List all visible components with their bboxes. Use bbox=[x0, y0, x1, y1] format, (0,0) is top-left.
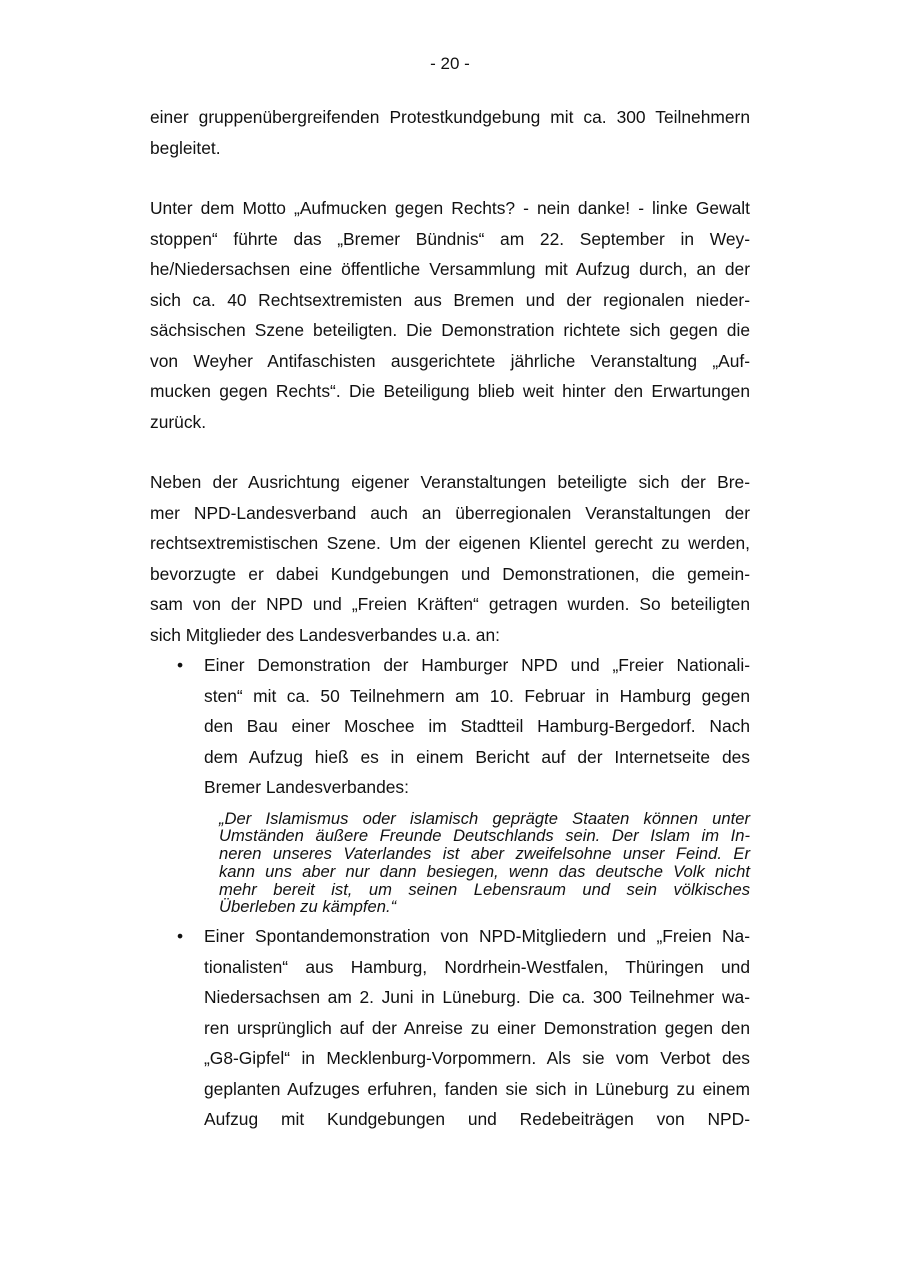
paragraph-3 bbox=[150, 467, 750, 650]
text-line: bevorzugte er dabei Kundgebungen und Demonstrationen, die gemein- bbox=[150, 563, 750, 584]
text-line: den Bau einer Moschee im Stadtteil Hamburg-Bergedorf. Nach bbox=[204, 716, 750, 736]
list-item bbox=[150, 921, 750, 1135]
paragraph-spacer bbox=[150, 163, 750, 193]
text-line: tionalisten“ aus Hamburg, Nordrhein-Westfalen, Thüringen und bbox=[204, 956, 750, 977]
block-quote bbox=[204, 810, 750, 917]
quote-line: Umständen äußere Freunde Deutschlands sein. Der Islam im In- bbox=[219, 826, 750, 846]
quote-line: neren unseres Vaterlandes ist aber zweifelsohne unser Feind. Er bbox=[219, 844, 750, 864]
body-text bbox=[150, 102, 750, 1135]
paragraph-1 bbox=[150, 102, 750, 163]
text-line: rechtsextremistischen Szene. Um der eigenen Klientel gerecht zu werden, bbox=[150, 533, 750, 553]
quote-line: mehr bereit ist, um seinen Lebensraum und sein völkisches bbox=[219, 879, 750, 899]
text-line: Aufzug mit Kundgebungen und Redebeiträgen von NPD- bbox=[204, 1109, 750, 1130]
text-line: begleitet. bbox=[150, 137, 221, 158]
text-line: Einer Spontandemonstration von NPD-Mitgliedern und „Freien Na- bbox=[204, 926, 750, 947]
text-line: ren ursprünglich auf der Anreise zu einer Demonstration gegen den bbox=[204, 1017, 750, 1038]
text-line: he/Niedersachsen eine öffentliche Versammlung mit Aufzug durch, an der bbox=[150, 259, 750, 279]
paragraph-spacer bbox=[150, 437, 750, 467]
text-line: Bremer Landesverbandes: bbox=[204, 777, 409, 797]
text-line: Unter dem Motto „Aufmucken gegen Rechts? - nein danke! - linke Gewalt bbox=[150, 198, 750, 218]
text-line: Niedersachsen am 2. Juni in Lüneburg. Die ca. 300 Teilnehmer wa- bbox=[204, 987, 750, 1008]
quote-line: kann uns aber nur dann besiegen, wenn das deutsche Volk nicht bbox=[219, 861, 750, 881]
text-line: von Weyher Antifaschisten ausgerichtete jährliche Veranstaltung „Auf- bbox=[150, 350, 750, 371]
text-line: mer NPD-Landesverband auch an überregionalen Veranstaltungen der bbox=[150, 502, 750, 523]
text-line: Einer Demonstration der Hamburger NPD und „Freier Nationali- bbox=[204, 655, 750, 675]
text-line: sächsischen Szene beteiligten. Die Demonstration richtete sich gegen die bbox=[150, 320, 750, 340]
text-line: „G8-Gipfel“ in Mecklenburg-Vorpommern. Als sie vom Verbot des bbox=[204, 1048, 750, 1069]
text-line: zurück. bbox=[150, 411, 207, 432]
bullet-icon: • bbox=[177, 655, 184, 675]
text-line: sam von der NPD und „Freien Kräften“ getragen wurden. So beteiligten bbox=[150, 594, 750, 614]
bullet-list bbox=[150, 650, 750, 1135]
paragraph-2 bbox=[150, 193, 750, 437]
text-line: einer gruppenübergreifenden Protestkundgebung mit ca. 300 Teilnehmern bbox=[150, 107, 750, 127]
list-item bbox=[150, 650, 750, 916]
text-line: dem Aufzug hieß es in einem Bericht auf der Internetseite des bbox=[204, 746, 750, 767]
quote-line: Überleben zu kämpfen.“ bbox=[219, 897, 397, 917]
text-line: sich Mitglieder des Landesverbandes u.a. an: bbox=[150, 624, 500, 645]
text-line: mucken gegen Rechts“. Die Beteiligung blieb weit hinter den Erwartungen bbox=[150, 381, 750, 401]
text-line: sich ca. 40 Rechtsextremisten aus Bremen und der regionalen nieder- bbox=[150, 289, 750, 310]
page-number: - 20 - bbox=[430, 54, 470, 73]
text-line: geplanten Aufzuges erfuhren, fanden sie sich in Lüneburg zu einem bbox=[204, 1078, 750, 1099]
text-line: sten“ mit ca. 50 Teilnehmern am 10. Februar in Hamburg gegen bbox=[204, 685, 750, 706]
quote-line: „Der Islamismus oder islamisch geprägte Staaten können unter bbox=[219, 808, 750, 828]
text-line: stoppen“ führte das „Bremer Bündnis“ am 22. September in Wey- bbox=[150, 228, 750, 249]
text-line: Neben der Ausrichtung eigener Veranstaltungen beteiligte sich der Bre- bbox=[150, 472, 750, 492]
bullet-icon: • bbox=[177, 926, 184, 947]
